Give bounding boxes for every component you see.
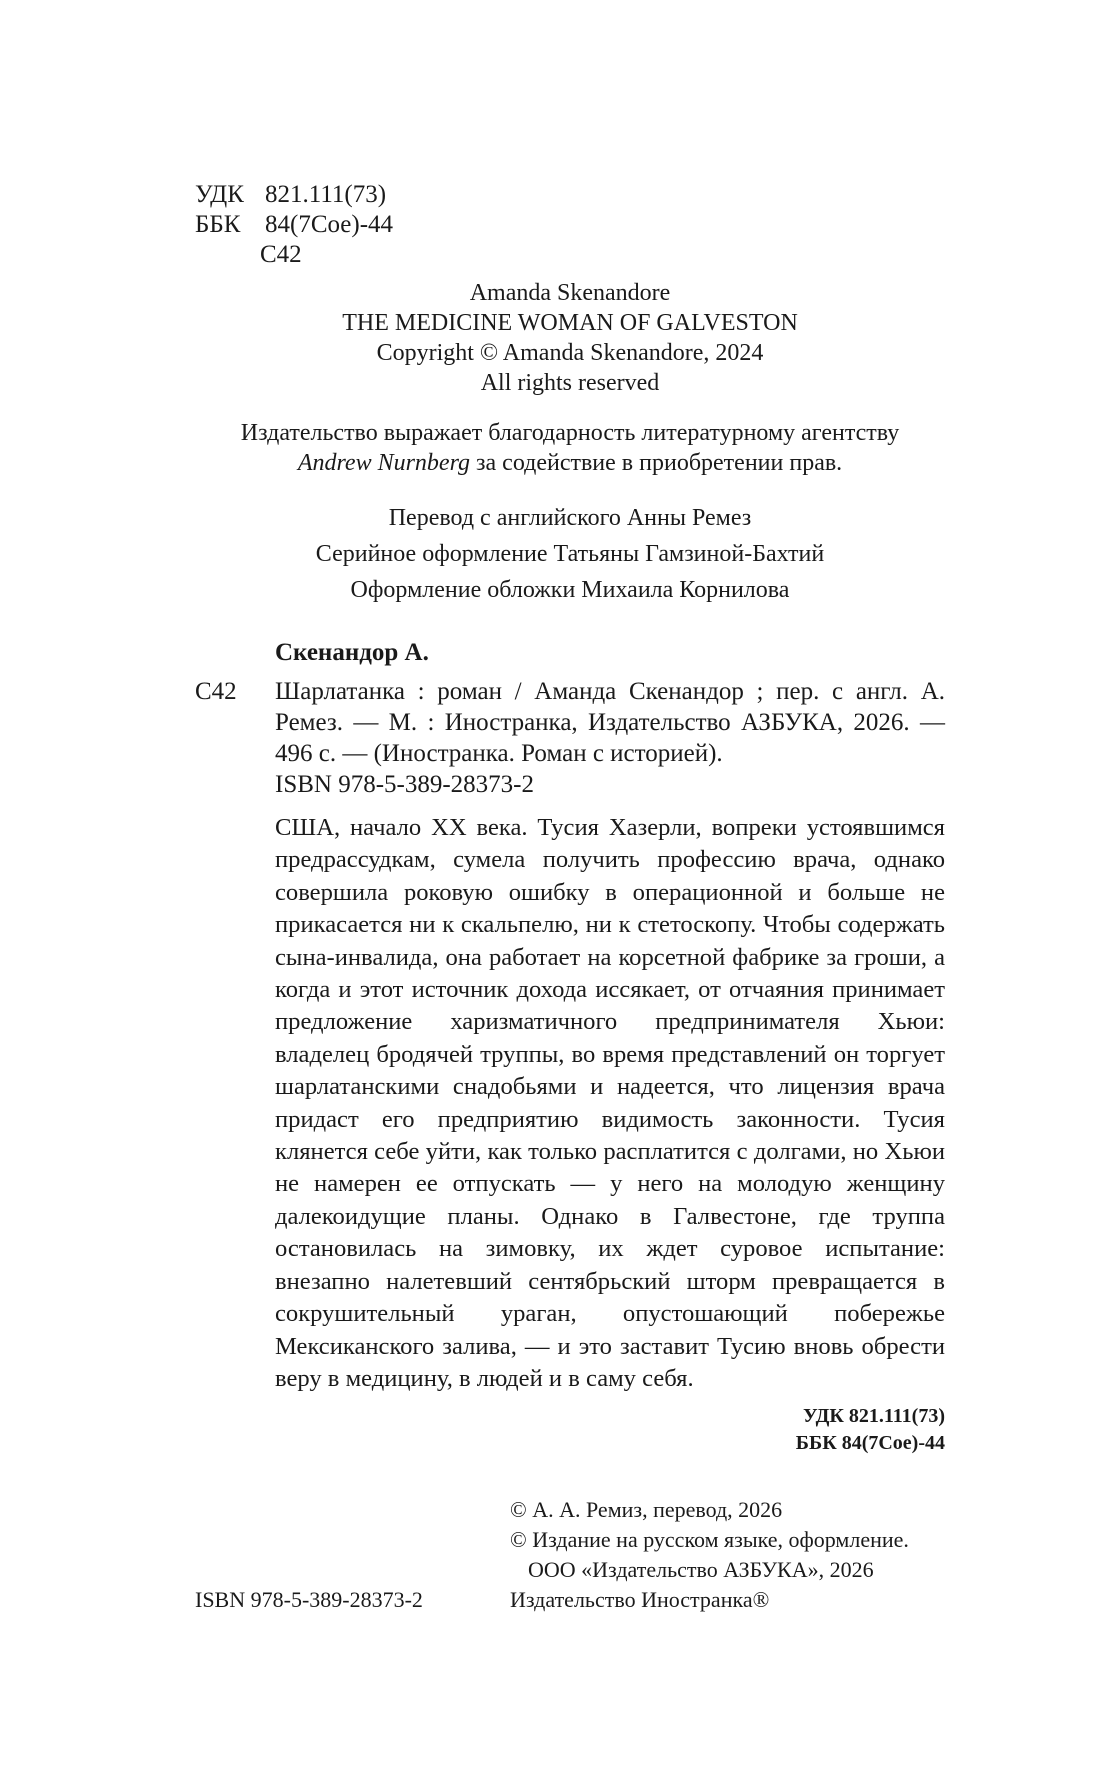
classification-block: [195, 180, 945, 270]
classification-bottom: [195, 1403, 945, 1457]
agency-name: Andrew Nurnberg: [297, 450, 471, 476]
bibliographic-mark: С42: [195, 678, 237, 705]
udk-value: 821.111(73): [265, 181, 387, 208]
copyright-footer: [195, 1495, 945, 1615]
udk-bottom: УДК 821.111(73): [802, 1405, 945, 1428]
original-rights: All rights reserved: [480, 370, 660, 396]
acknowledgement-line1: Издательство выражает благодарность литературному агентству: [240, 420, 900, 446]
bbk-label: ББК: [195, 211, 241, 238]
original-title: THE MEDICINE WOMAN OF GALVESTON: [342, 310, 798, 336]
bbk-row: [195, 210, 945, 240]
original-copyright: Copyright © Amanda Skenandore, 2024: [376, 340, 764, 366]
book-abstract: США, начало XX века. Тусия Хазерли, вопреки устоявшимся предрассудкам, сумела получить профессию врача, однако совершила роковую ошибку в операционной и больше не прикасается ни к скальпелю, ни к стетоскопу. Чтобы содержать сына-инвалида, она работает на корсетной фабрике за гроши, а когда и этот источник дохода иссякает, от отчаяния принимает предложение харизматичного предпринимателя Хьюи: владелец бродячей труппы, во время представлений он торгует шарлатанскими снадобьями и надеется, что лицензия врача придаст его предприятию видимость законности. Тусия клянется себе уйти, как только расплатится с долгами, но Хьюи не намерен ее отпускать — у него на молодую женщину далекоидущие планы. Однако в Галвестоне, где труппа остановилась на зимовку, их ждет суровое испытание: внезапно налетевший сентябрьский шторм превращается в сокрушительный ураган, опустошающий побережье Мексиканского залива, — и это заставит Тусию вновь обрести веру в медицину, в людей и в саму себя.: [275, 814, 945, 1392]
author-mark: С42: [260, 241, 302, 268]
translator-credit: Перевод с английского Анны Ремез: [388, 505, 752, 531]
udk-row: [195, 180, 945, 210]
udk-label: УДК: [195, 181, 244, 208]
bbk-bottom: ББК 84(7Сое)-44: [795, 1432, 945, 1455]
imprint-page: [195, 180, 945, 1615]
original-edition-block: [195, 278, 945, 398]
cover-design-credit: Оформление обложки Михаила Корнилова: [350, 577, 790, 603]
bbk-value: 84(7Сое)-44: [265, 211, 394, 238]
acknowledgement: [195, 418, 945, 478]
bibliographic-description: Шарлатанка : роман / Аманда Скенандор ; пер. с англ. А. Ремез. — М. : Иностранка, Издательство АЗБУКА, 2026. — 496 с. — (Иностранка. Роман с историей).: [275, 678, 945, 767]
translation-copyright: © А. А. Ремиз, перевод, 2026: [510, 1497, 783, 1523]
acknowledgement-rest: за содействие в приобретении прав.: [470, 450, 843, 476]
copyright-notices: [510, 1495, 970, 1615]
bibliographic-author: Скенандор А.: [275, 639, 429, 666]
footer-isbn: ISBN 978-5-389-28373-2: [195, 1587, 423, 1613]
original-author: Amanda Skenandore: [469, 280, 671, 306]
bibliographic-isbn: ISBN 978-5-389-28373-2: [275, 771, 535, 798]
edition-copyright: © Издание на русском языке, оформление.: [510, 1527, 909, 1553]
publisher-copyright: ООО «Издательство АЗБУКА», 2026: [528, 1557, 874, 1583]
credits-block: [195, 500, 945, 608]
acknowledgement-line2: [195, 448, 945, 478]
series-design-credit: Серийное оформление Татьяны Гамзиной-Бахтий: [315, 541, 825, 567]
bibliographic-record: [195, 676, 945, 800]
imprint-trademark: Издательство Иностранка®: [510, 1587, 770, 1613]
